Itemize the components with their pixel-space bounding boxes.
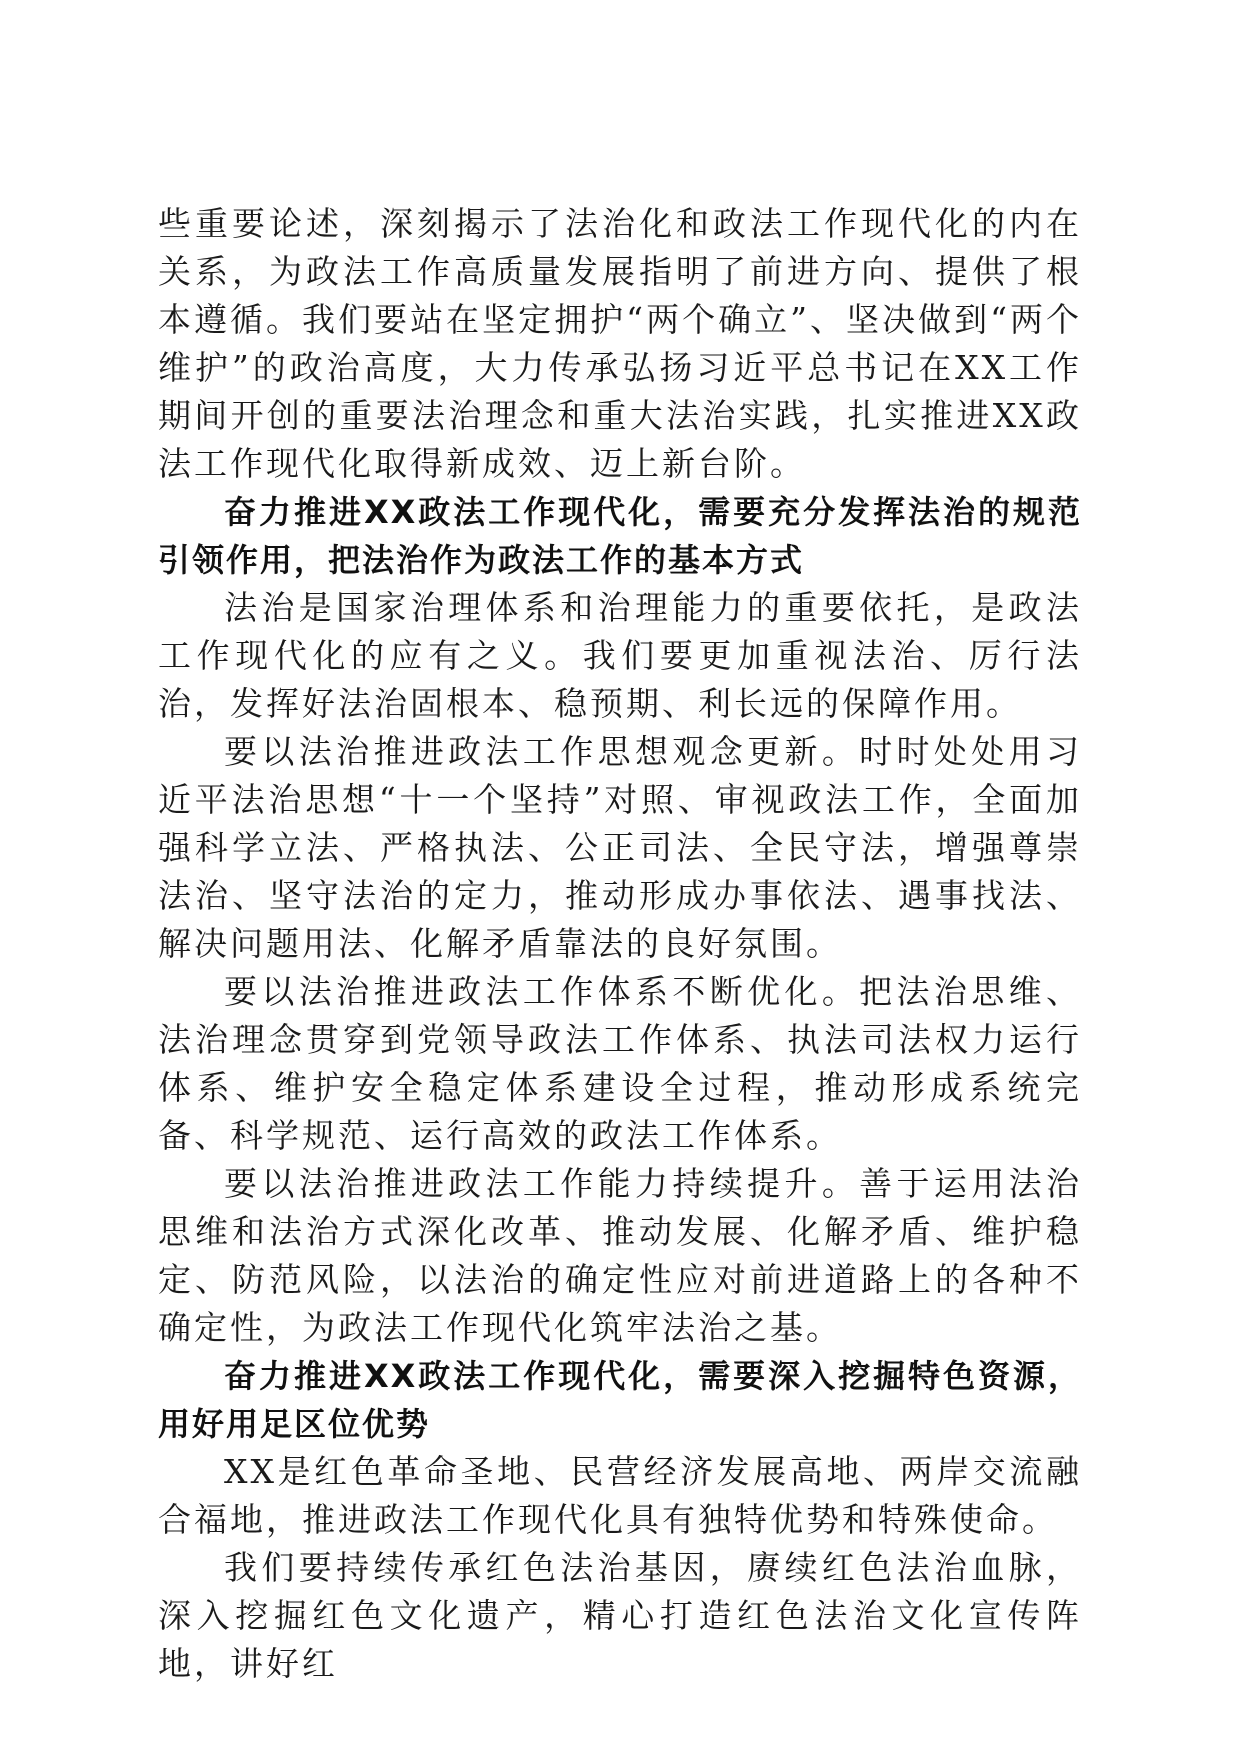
paragraph: XX是红色革命圣地、民营经济发展高地、两岸交流融合福地，推进政法工作现代化具有独特优势和特殊使命。 bbox=[158, 1452, 1082, 1539]
paragraph: 我们要持续传承红色法治基因，赓续红色法治血脉，深入挖掘红色文化遗产，精心打造红色法治文化宣传阵地，讲好红 bbox=[158, 1548, 1082, 1683]
paragraph: 要以法治推进政法工作思想观念更新。时时处处用习近平法治思想“十一个坚持”对照、审视政法工作，全面加强科学立法、严格执法、公正司法、全民守法，增强尊崇法治、坚守法治的定力，推动形成办事依法、遇事找法、解决问题用法、化解矛盾靠法的良好氛围。 bbox=[158, 732, 1082, 963]
paragraph: 要以法治推进政法工作体系不断优化。把法治思维、法治理念贯穿到党领导政法工作体系、执法司法权力运行体系、维护安全稳定体系建设全过程，推动形成系统完备、科学规范、运行高效的政法工作体系。 bbox=[158, 972, 1082, 1155]
document-body bbox=[158, 200, 1082, 1688]
paragraph: 要以法治推进政法工作能力持续提升。善于运用法治思维和法治方式深化改革、推动发展、化解矛盾、维护稳定、防范风险，以法治的确定性应对前进道路上的各种不确定性，为政法工作现代化筑牢法治之基。 bbox=[158, 1164, 1082, 1347]
paragraph-continued: 些重要论述，深刻揭示了法治化和政法工作现代化的内在关系，为政法工作高质量发展指明了前进方向、提供了根本遵循。我们要站在坚定拥护“两个确立”、坚决做到“两个维护”的政治高度，大力传承弘扬习近平总书记在XX工作期间开创的重要法治理念和重大法治实践，扎实推进XX政法工作现代化取得新成效、迈上新台阶。 bbox=[158, 204, 1082, 483]
section-heading-regional-advantage: 奋力推进XX政法工作现代化，需要深入挖掘特色资源，用好用足区位优势 bbox=[158, 1357, 1082, 1443]
section-heading-rule-of-law: 奋力推进XX政法工作现代化，需要充分发挥法治的规范引领作用，把法治作为政法工作的基本方式 bbox=[158, 493, 1082, 579]
paragraph: 法治是国家治理体系和治理能力的重要依托，是政法工作现代化的应有之义。我们要更加重视法治、厉行法治，发挥好法治固根本、稳预期、利长远的保障作用。 bbox=[158, 588, 1082, 723]
